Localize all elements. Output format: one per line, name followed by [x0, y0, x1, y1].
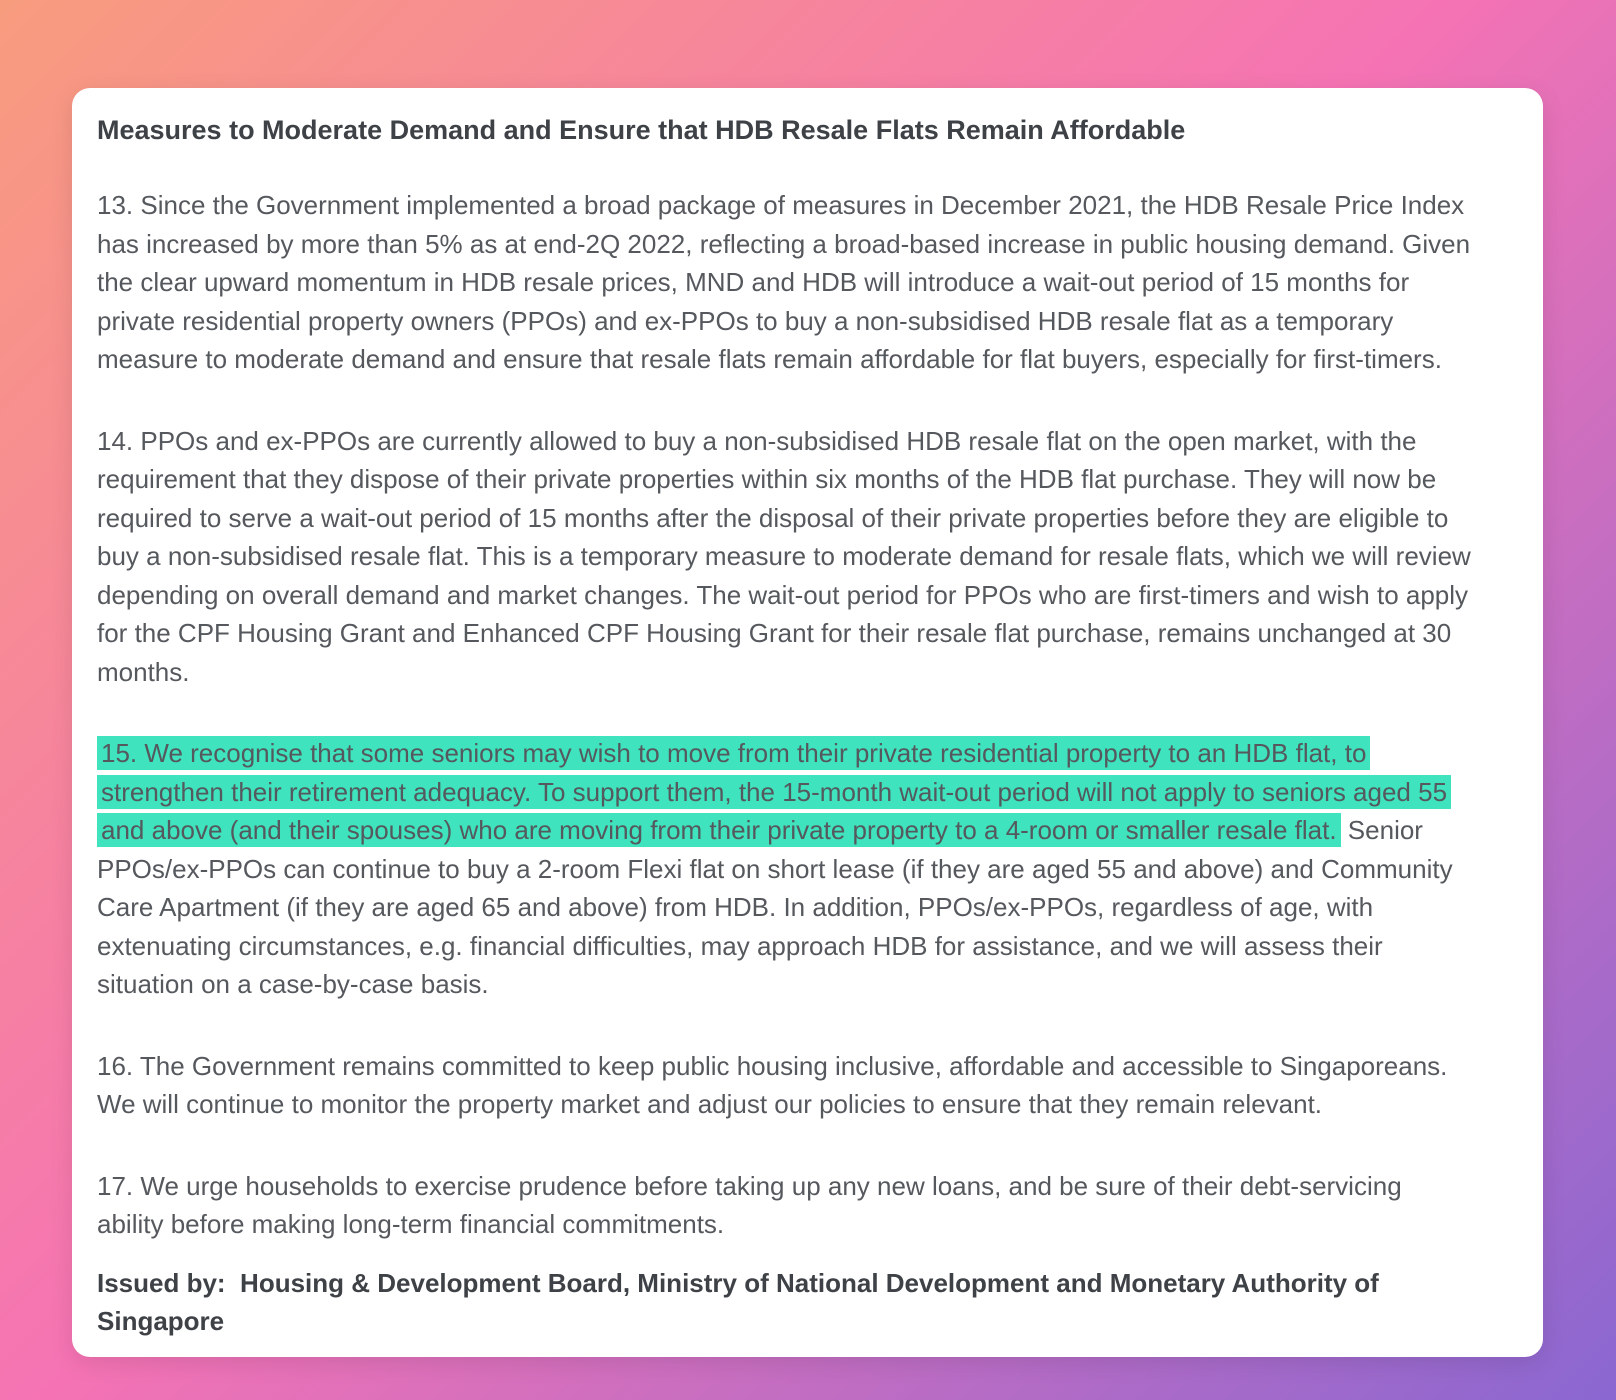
paragraph-17: 17. We urge households to exercise prudence before taking up any new loans, and be sure of their debt-servicing ability before making long-term financial commitments.	[97, 1170, 1402, 1239]
paragraph-14: 14. PPOs and ex-PPOs are currently allowed to buy a non-subsidised HDB resale flat on the open market, with the requirement that they dispose of their private properties within six months of the HDB flat purchase. They will now be required to serve a wait-out period of 15 months after the disposal of their private properties before they are eligible to buy a non-subsidised resale flat. This is a temporary measure to moderate demand for resale flats, which we will review depending on overall demand and market changes. The wait-out period for PPOs who are first-timers and wish to apply for the CPF Housing Grant and Enhanced CPF Housing Grant for their resale flat purchase, remains unchanged at 30 months.	[97, 425, 1471, 687]
document-title: Measures to Moderate Demand and Ensure that HDB Resale Flats Remain Affordable	[97, 115, 1186, 145]
paragraph-13: 13. Since the Government implemented a broad package of measures in December 2021, the HDB Resale Price Index has increased by more than 5% as at end-2Q 2022, reflecting a broad-based increase in public housing demand. Given the clear upward momentum in HDB resale prices, MND and HDB will introduce a wait-out period of 15 months for private residential property owners (PPOs) and ex-PPOs to buy a non-subsidised HDB resale flat as a temporary measure to moderate demand and ensure that resale flats remain affordable for flat buyers, especially for first-timers.	[97, 190, 1471, 374]
highlighted-text: 15. We recognise that some seniors may wish to move from their private residential property to an HDB flat, to strengthen their retirement adequacy. To support them, the 15-month wait-out period will not apply to seniors aged 55 and above (and their spouses) who are moving from their private property to a 4-room or smaller resale flat.	[97, 736, 1451, 847]
issued-by-line: Issued by: Housing & Development Board, Ministry of National Development and Monetary Authority of Singapore	[97, 1267, 1379, 1336]
paragraph-15	[97, 734, 1473, 1004]
paragraph-15-rest: Senior PPOs/ex-PPOs can continue to buy a 2-room Flexi flat on short lease (if they are aged 55 and above) and Community Care Apartment (if they are aged 65 and above) from HDB. In addition, PPOs/ex-PPOs, regardless of age, with extenuating circumstances, e.g. financial difficulties, may approach HDB for assistance, and we will assess their situation on a case-by-case basis.	[97, 815, 1453, 999]
document-card	[72, 88, 1543, 1357]
paragraph-16: 16. The Government remains committed to keep public housing inclusive, affordable and accessible to Singaporeans. We will continue to monitor the property market and adjust our policies to ensure that they remain relevant.	[97, 1050, 1448, 1119]
